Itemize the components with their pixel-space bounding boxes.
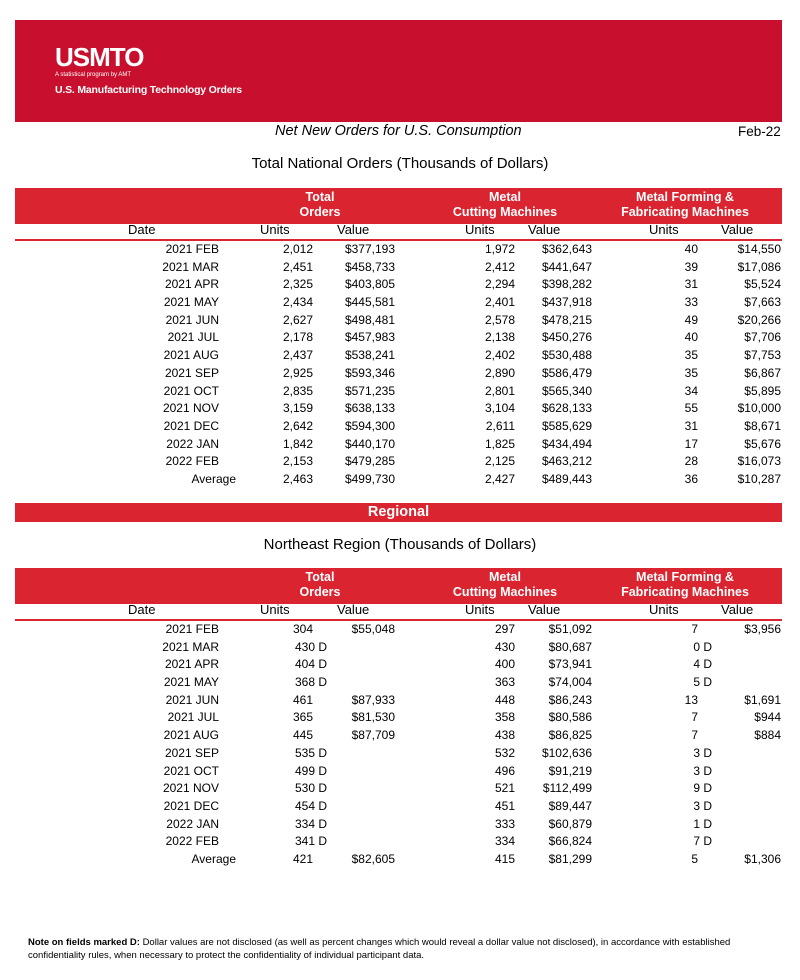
units-cell: 304 [292, 622, 313, 636]
row-date: 2022 JAN [166, 436, 219, 451]
col-units: Units [465, 602, 495, 617]
value-cell: $5,676 [744, 436, 781, 451]
table-row [15, 346, 782, 364]
table-row [15, 691, 782, 709]
units-cell: 17 [684, 436, 698, 451]
col-units: Units [649, 222, 679, 237]
units-cell: 7 [691, 622, 698, 636]
value-cell: $16,073 [737, 454, 781, 469]
row-date: 2021 JUN [165, 312, 219, 327]
col-units: Units [649, 602, 679, 617]
units-cell: 34 [684, 383, 698, 398]
value-cell: $571,235 [344, 383, 395, 398]
row-date: 2021 APR [164, 657, 219, 672]
table-row [15, 240, 782, 258]
report-date: Feb-22 [738, 124, 781, 139]
units-cell: 33 [684, 295, 698, 310]
note-label: Note on fields marked D: [28, 937, 140, 948]
row-date: 2021 NOV [162, 781, 219, 796]
value-cell: $585,629 [541, 418, 592, 433]
value-cell: $538,241 [344, 348, 395, 363]
value-cell: $8,671 [744, 418, 781, 433]
row-date: 2021 SEP [164, 365, 219, 380]
units-cell: 2,642 [282, 418, 313, 433]
units-cell: 1,972 [484, 242, 515, 256]
units-cell: 530 D [294, 781, 327, 796]
table-row [15, 620, 782, 638]
row-date: 2021 AUG [163, 728, 219, 743]
units-cell: 445 [292, 728, 313, 743]
table-row [15, 708, 782, 726]
row-date: Average [191, 471, 236, 486]
table-row [15, 399, 782, 417]
value-cell: $1,691 [744, 692, 781, 707]
value-cell: $74,004 [548, 675, 592, 690]
units-cell: 39 [684, 259, 698, 274]
group-metal-forming: Metal Forming & Fabricating Machines [621, 570, 749, 599]
group-metal-forming: Metal Forming & Fabricating Machines [621, 190, 749, 219]
value-cell: $5,524 [744, 277, 781, 292]
col-value: Value [337, 602, 370, 617]
row-date: 2021 OCT [163, 763, 219, 778]
value-cell: $884 [754, 728, 781, 743]
units-cell: 7 D [693, 834, 712, 849]
units-cell: 358 [494, 710, 515, 725]
units-cell: 448 [494, 692, 515, 707]
row-date: 2021 AUG [163, 348, 219, 363]
report-headline: Net New Orders for U.S. Consumption [275, 123, 522, 139]
value-cell: $5,895 [744, 383, 781, 398]
units-cell: 55 [684, 401, 698, 416]
value-cell: $51,092 [548, 622, 592, 636]
units-cell: 333 [494, 816, 515, 831]
row-date: 2021 NOV [162, 401, 219, 416]
value-cell: $530,488 [541, 348, 592, 363]
value-cell: $478,215 [541, 312, 592, 327]
value-cell: $441,647 [541, 259, 592, 274]
table-row [15, 382, 782, 400]
value-cell: $80,687 [548, 639, 592, 654]
table-row [15, 762, 782, 780]
units-cell: 3 D [693, 763, 712, 778]
units-cell: 2,463 [282, 471, 313, 486]
units-cell: 334 D [294, 816, 327, 831]
row-date: 2021 APR [164, 277, 219, 292]
units-cell: 28 [684, 454, 698, 469]
table-row [15, 364, 782, 382]
value-cell: $398,282 [541, 277, 592, 292]
units-cell: 2,402 [484, 348, 515, 363]
regional-table-title: Northeast Region (Thousands of Dollars) [263, 536, 537, 553]
table-row [15, 797, 782, 815]
value-cell: $89,447 [548, 798, 592, 813]
units-cell: 2,153 [282, 454, 313, 469]
units-cell: 31 [684, 277, 698, 292]
value-cell: $10,000 [737, 401, 781, 416]
table-row [15, 815, 782, 833]
group-total-orders: Total Orders [299, 570, 341, 599]
row-date: 2021 FEB [165, 242, 219, 256]
value-cell: $499,730 [344, 471, 395, 486]
group-metal-cutting: Metal Cutting Machines [452, 570, 558, 599]
value-cell: $638,133 [344, 401, 395, 416]
value-cell: $66,824 [548, 834, 592, 849]
units-cell: 1 D [693, 816, 712, 831]
col-date: Date [128, 222, 156, 237]
table-row [15, 275, 782, 293]
col-value: Value [337, 222, 370, 237]
value-cell: $81,530 [351, 710, 395, 725]
units-cell: 365 [292, 710, 313, 725]
units-cell: 31 [684, 418, 698, 433]
units-cell: 7 [691, 728, 698, 743]
value-cell: $450,276 [541, 330, 592, 345]
units-cell: 415 [494, 851, 515, 866]
table-row [15, 744, 782, 762]
regional-table-body [15, 620, 782, 868]
table-row [15, 673, 782, 691]
units-cell: 3 D [693, 745, 712, 760]
table-row [15, 832, 782, 850]
units-cell: 521 [494, 781, 515, 796]
group-total-orders: Total Orders [299, 190, 341, 219]
value-cell: $91,219 [548, 763, 592, 778]
units-cell: 2,890 [484, 365, 515, 380]
units-cell: 451 [494, 798, 515, 813]
value-cell: $102,636 [541, 745, 592, 760]
units-cell: 40 [684, 330, 698, 345]
units-cell: 3 D [693, 798, 712, 813]
usmto-logo [55, 44, 143, 79]
table-row [15, 258, 782, 276]
value-cell: $73,941 [548, 657, 592, 672]
table-row [15, 293, 782, 311]
units-cell: 2,835 [282, 383, 313, 398]
header-banner [15, 20, 782, 122]
value-cell: $17,086 [737, 259, 781, 274]
regional-column-headers [15, 602, 782, 619]
col-value: Value [528, 222, 561, 237]
value-cell: $463,212 [541, 454, 592, 469]
value-cell: $586,479 [541, 365, 592, 380]
units-cell: 40 [684, 242, 698, 256]
units-cell: 2,012 [282, 242, 313, 256]
note-text: Dollar values are not disclosed (as well as percent changes which would reveal a dollar value not disclosed), in accordance with established confidentiality rules, when necessary to protect the confidentiality of individual participant data. [28, 937, 731, 961]
national-column-headers [15, 222, 782, 239]
value-cell: $565,340 [541, 383, 592, 398]
units-cell: 2,138 [484, 330, 515, 345]
units-cell: 430 D [294, 639, 327, 654]
group-metal-cutting: Metal Cutting Machines [452, 190, 558, 219]
units-cell: 532 [494, 745, 515, 760]
units-cell: 368 D [294, 675, 327, 690]
units-cell: 5 [691, 851, 698, 866]
table-row [15, 435, 782, 453]
value-cell: $87,933 [351, 692, 395, 707]
units-cell: 49 [684, 312, 698, 327]
regional-group-header [15, 568, 782, 604]
value-cell: $87,709 [351, 728, 395, 743]
value-cell: $489,443 [541, 471, 592, 486]
value-cell: $458,733 [344, 259, 395, 274]
units-cell: 2,437 [282, 348, 313, 363]
units-cell: 2,178 [282, 330, 313, 345]
value-cell: $1,306 [744, 851, 781, 866]
value-cell: $80,586 [548, 710, 592, 725]
col-units: Units [260, 222, 290, 237]
row-date: 2021 OCT [163, 383, 219, 398]
value-cell: $7,663 [744, 295, 781, 310]
units-cell: 3,159 [282, 401, 313, 416]
program-name: U.S. Manufacturing Technology Orders [55, 84, 242, 96]
value-cell: $628,133 [541, 401, 592, 416]
row-date: 2021 FEB [165, 622, 219, 636]
units-cell: 535 D [294, 745, 327, 760]
units-cell: 454 D [294, 798, 327, 813]
units-cell: 4 D [693, 657, 712, 672]
value-cell: $403,805 [344, 277, 395, 292]
units-cell: 400 [494, 657, 515, 672]
value-cell: $10,287 [737, 471, 781, 486]
col-date: Date [128, 602, 156, 617]
units-cell: 2,125 [484, 454, 515, 469]
units-cell: 35 [684, 348, 698, 363]
units-cell: 2,434 [282, 295, 313, 310]
value-cell: $479,285 [344, 454, 395, 469]
row-date: 2021 JUN [165, 692, 219, 707]
row-date: 2021 MAR [162, 259, 219, 274]
value-cell: $434,494 [541, 436, 592, 451]
units-cell: 499 D [294, 763, 327, 778]
table-row [15, 638, 782, 656]
units-cell: 2,294 [484, 277, 515, 292]
units-cell: 496 [494, 763, 515, 778]
table-row [15, 655, 782, 673]
units-cell: 2,578 [484, 312, 515, 327]
units-cell: 2,611 [485, 418, 515, 433]
table-row [15, 779, 782, 797]
value-cell: $3,956 [744, 622, 781, 636]
value-cell: $7,706 [744, 330, 781, 345]
units-cell: 13 [684, 692, 698, 707]
units-cell: 1,842 [282, 436, 313, 451]
row-date: 2021 DEC [163, 798, 219, 813]
row-date: 2021 MAY [163, 675, 219, 690]
units-cell: 2,451 [282, 259, 313, 274]
value-cell: $594,300 [344, 418, 395, 433]
value-cell: $20,266 [737, 312, 781, 327]
units-cell: 0 D [693, 639, 712, 654]
units-cell: 5 D [693, 675, 712, 690]
units-cell: 2,412 [484, 259, 515, 274]
row-date: Average [191, 851, 236, 866]
value-cell: $944 [754, 710, 781, 725]
table-row [15, 417, 782, 435]
units-cell: 341 D [294, 834, 327, 849]
units-cell: 363 [494, 675, 515, 690]
units-cell: 36 [684, 471, 698, 486]
units-cell: 2,325 [282, 277, 313, 292]
units-cell: 2,627 [282, 312, 313, 327]
value-cell: $440,170 [344, 436, 395, 451]
table-row [15, 328, 782, 346]
value-cell: $86,825 [548, 728, 592, 743]
table-row [15, 470, 782, 488]
table-row [15, 726, 782, 744]
national-table-body [15, 240, 782, 488]
value-cell: $457,983 [344, 330, 395, 345]
col-value: Value [528, 602, 561, 617]
col-units: Units [465, 222, 495, 237]
row-date: 2021 MAY [163, 295, 219, 310]
national-group-header [15, 188, 782, 224]
logo-wordmark: USMTO [55, 42, 144, 72]
value-cell: $445,581 [344, 295, 395, 310]
value-cell: $593,346 [344, 365, 395, 380]
units-cell: 297 [494, 622, 515, 636]
row-date: 2021 DEC [163, 418, 219, 433]
value-cell: $82,605 [351, 851, 395, 866]
logo-tagline: A statistical program by AMT [55, 72, 132, 78]
units-cell: 461 [292, 692, 313, 707]
units-cell: 1,825 [484, 436, 515, 451]
value-cell: $81,299 [548, 851, 592, 866]
units-cell: 3,104 [484, 401, 515, 416]
value-cell: $498,481 [344, 312, 395, 327]
value-cell: $377,193 [344, 242, 395, 256]
value-cell: $60,879 [548, 816, 592, 831]
value-cell: $362,643 [541, 242, 592, 256]
table-row [15, 452, 782, 470]
units-cell: 438 [494, 728, 515, 743]
row-date: 2021 JUL [167, 330, 219, 345]
units-cell: 2,801 [484, 383, 515, 398]
row-date: 2022 FEB [165, 454, 219, 469]
row-date: 2022 FEB [165, 834, 219, 849]
units-cell: 334 [494, 834, 515, 849]
table-row [15, 850, 782, 868]
units-cell: 2,401 [484, 295, 515, 310]
units-cell: 2,427 [484, 471, 515, 486]
national-table-title: Total National Orders (Thousands of Dollars) [251, 155, 549, 172]
table-row [15, 311, 782, 329]
confidentiality-note [28, 936, 768, 962]
value-cell: $14,550 [737, 242, 781, 256]
col-units: Units [260, 602, 290, 617]
row-date: 2021 JUL [167, 710, 219, 725]
value-cell: $86,243 [548, 692, 592, 707]
value-cell: $437,918 [541, 295, 592, 310]
units-cell: 430 [494, 639, 515, 654]
value-cell: $7,753 [744, 348, 781, 363]
value-cell: $55,048 [351, 622, 395, 636]
units-cell: 404 D [294, 657, 327, 672]
units-cell: 7 [691, 710, 698, 725]
units-cell: 2,925 [282, 365, 313, 380]
value-cell: $112,499 [542, 781, 592, 796]
row-date: 2021 MAR [162, 639, 219, 654]
units-cell: 35 [684, 365, 698, 380]
value-cell: $6,867 [744, 365, 781, 380]
units-cell: 421 [292, 851, 313, 866]
row-date: 2021 SEP [164, 745, 219, 760]
regional-section-bar: Regional [15, 503, 782, 522]
row-date: 2022 JAN [166, 816, 219, 831]
col-value: Value [721, 602, 754, 617]
col-value: Value [721, 222, 754, 237]
units-cell: 9 D [693, 781, 712, 796]
